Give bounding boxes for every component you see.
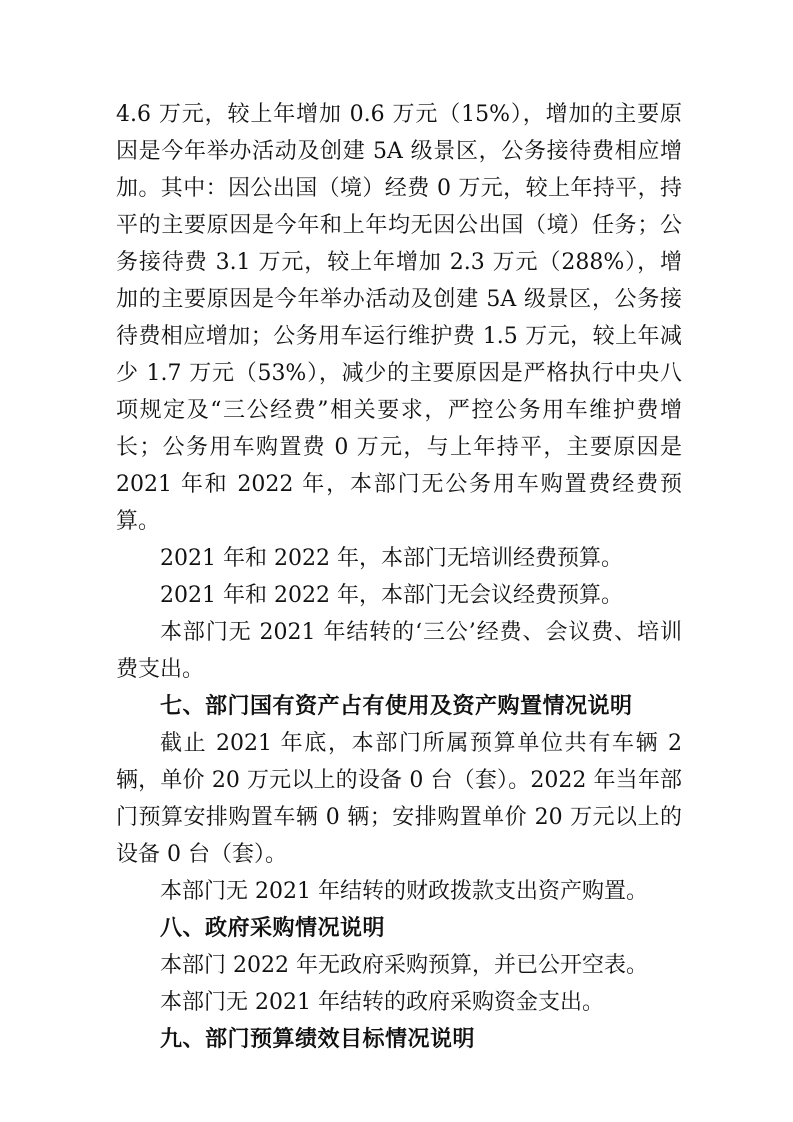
paragraph-carryover-expenses: 本部门无 2021 年结转的‘三公’经费、会议费、培训费支出。 [116,620,682,682]
section-8-heading: 八、政府采购情况说明 [160,916,386,941]
section-9-heading: 九、部门预算绩效目标情况说明 [160,1027,476,1052]
paragraph-three-public-expenses: 4.6 万元，较上年增加 0.6 万元（15%），增加的主要原因是今年举办活动及创建 5A 级景区，公务接待费相应增加。其中：因公出国（境）经费 0 万元，较上年持平，持平的主要原因是今年和上年均无因公出国（境）任务；公务接待费 3.1 万元，较上年增加 2.3 万元（288%），增加的主要原因是今年举办活动及创建 5A 级景区，公务接待费相应增加；公务用车运行维护费 1.5 万元，较上年减少 1.7 万元（53%），减少的主要原因是严格执行中央八项规定及“三公经费”相关要求，严控公务用车维护费增长；公务用车购置费 0 万元，与上年持平，主要原因是 2021 年和 2022 年，本部门无公务用车购置费经费预算。 [116,102,682,534]
paragraph-meeting-budget: 2021 年和 2022 年，本部门无会议经费预算。 [160,583,623,608]
document-page [116,96,682,1058]
section-7-heading: 七、部门国有资产占有使用及资产购置情况说明 [160,694,633,719]
section-8-paragraph-procurement: 本部门 2022 年无政府采购预算，并已公开空表。 [160,953,648,978]
section-8-paragraph-carryover: 本部门无 2021 年结转的政府采购资金支出。 [160,990,604,1015]
paragraph-training-budget: 2021 年和 2022 年，本部门无培训经费预算。 [160,546,623,571]
section-7-paragraph-carryover: 本部门无 2021 年结转的财政拨款支出资产购置。 [160,879,648,904]
section-7-paragraph-assets: 截止 2021 年底，本部门所属预算单位共有车辆 2 辆，单价 20 万元以上的设备 0 台（套）。2022 年当年部门预算安排购置车辆 0 辆；安排购置单价 20 万元以上的设备 0 台（套）。 [116,731,682,867]
